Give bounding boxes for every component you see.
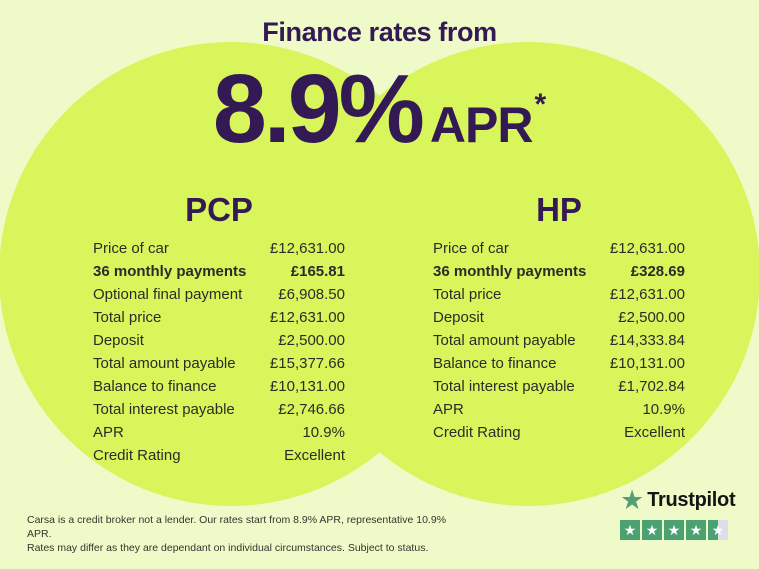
row-label: Total amount payable [433,332,576,349]
row-label: Total price [433,286,502,303]
table-row [93,352,345,375]
table-row [433,421,685,444]
pcp-rows [93,237,345,467]
table-row [433,237,685,260]
trustpilot-rating [620,520,745,540]
table-row [93,237,345,260]
table-row [433,260,685,283]
row-value: 10.9% [302,424,345,441]
row-label: Total price [93,309,162,326]
page-title: Finance rates from [262,17,497,47]
star-icon: ★ [642,520,662,540]
row-value: £12,631.00 [609,286,685,303]
star-icon: ★ [686,520,706,540]
table-row [93,329,345,352]
half-star-icon: ★ [708,520,728,540]
row-label: Balance to finance [93,378,217,395]
row-label: Price of car [433,240,509,257]
row-value: £15,377.66 [269,355,345,372]
row-value: £12,631.00 [269,309,345,326]
row-value: £165.81 [290,263,345,280]
row-value: £10,131.00 [609,355,685,372]
table-row [93,306,345,329]
disclaimer-line-1: Carsa is a credit broker not a lender. Our rates start from 8.9% APR, representative 10.9% APR. [27,514,447,541]
disclaimer [27,513,467,556]
row-label: Optional final payment [93,286,243,303]
row-label: APR [433,401,464,418]
row-label: Balance to finance [433,355,557,372]
row-value: £2,500.00 [278,332,345,349]
row-value: £2,746.66 [278,401,345,418]
row-label: Credit Rating [433,424,521,441]
table-row [433,283,685,306]
row-value: Excellent [624,424,685,441]
row-value: £1,702.84 [618,378,685,395]
row-label: Deposit [433,309,484,326]
table-row [433,352,685,375]
hp-table [433,193,685,444]
row-label: Total interest payable [93,401,235,418]
row-value: £14,333.84 [609,332,685,349]
star-icon: ★ [620,520,640,540]
trustpilot-logo [620,487,745,514]
row-value: £12,631.00 [609,240,685,257]
row-value: £328.69 [630,263,685,280]
hp-heading: HP [536,191,582,228]
row-label: APR [93,424,124,441]
row-label: Deposit [93,332,144,349]
table-row [433,375,685,398]
row-value: £12,631.00 [269,240,345,257]
row-label: Credit Rating [93,447,181,464]
star-icon: ★ [664,520,684,540]
table-row [93,398,345,421]
trustpilot-brand-name: Trustpilot [647,489,736,511]
disclaimer-line-2: Rates may differ as they are dependant on individual circumstances. Subject to status. [27,542,429,555]
table-row [93,260,345,283]
table-row [93,444,345,467]
row-label: Total amount payable [93,355,236,372]
table-row [433,398,685,421]
table-row [433,329,685,352]
row-value: Excellent [284,447,345,464]
row-label: 36 monthly payments [433,263,587,280]
row-value: £2,500.00 [618,309,685,326]
apr-asterisk: * [534,88,547,121]
trustpilot-star-logo-icon: ★ [620,485,645,515]
row-label: Price of car [93,240,169,257]
table-row [93,283,345,306]
trustpilot-widget [620,487,745,540]
table-row [433,306,685,329]
hp-rows [433,237,685,444]
headline-rate [0,54,759,163]
pcp-table [93,193,345,467]
rate-value: 8.9% [212,54,422,163]
apr-label: APR [429,97,533,153]
row-label: 36 monthly payments [93,263,247,280]
pcp-heading: PCP [185,191,253,228]
table-row [93,421,345,444]
row-value: 10.9% [642,401,685,418]
table-row [93,375,345,398]
row-label: Total interest payable [433,378,575,395]
row-value: £6,908.50 [278,286,345,303]
row-value: £10,131.00 [269,378,345,395]
